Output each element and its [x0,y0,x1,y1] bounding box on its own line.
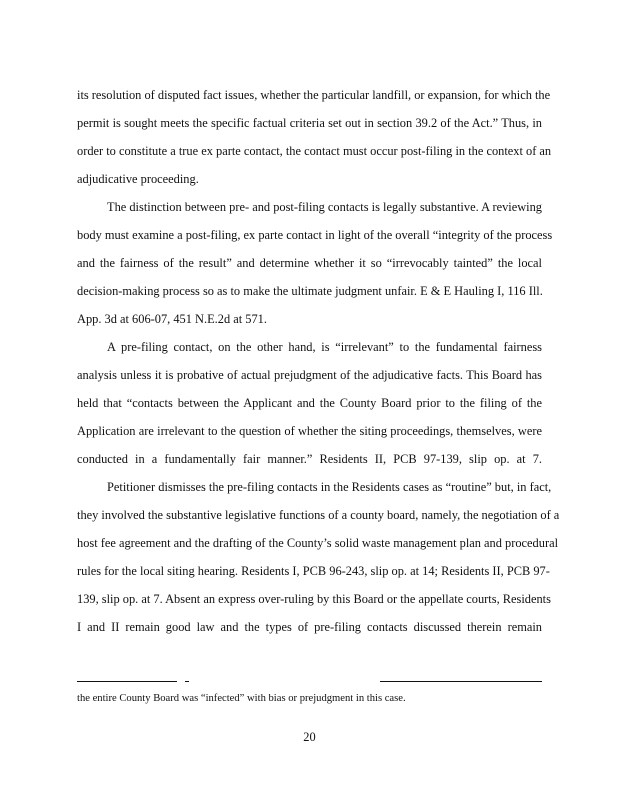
footnote-text: the entire County Board was “infected” with bias or prejudgment in this case. [77,693,406,704]
body-line-10: A pre-filing contact, on the other hand, is “irrelevant” to the fundamental fairness [107,340,542,354]
body-line-14: conducted in a fundamentally fair manner.” Residents II, PCB 97-139, slip op. at 7. [77,452,542,466]
page-number: 20 [303,730,316,744]
body-line-3: order to constitute a true ex parte contact, the contact must occur post-filing in the context of an [77,144,552,158]
body-line-6: body must examine a post-filing, ex parte contact in light of the overall “integrity of the process [77,228,553,242]
footnote-separator-mark [185,681,189,682]
body-line-12: held that “contacts between the Applicant and the County Board prior to the filing of the [77,396,542,410]
body-line-8: decision-making process so as to make the ultimate judgment unfair. E & E Hauling I, 116 Ill. [77,284,543,298]
body-line-15: Petitioner dismisses the pre-filing contacts in the Residents cases as “routine” but, in fact, [107,480,552,494]
body-line-20: I and II remain good law and the types of pre-filing contacts discussed therein remain [77,620,542,634]
footnote-separator-right [380,681,542,682]
body-line-4: adjudicative proceeding. [77,172,199,186]
body-line-9: App. 3d at 606-07, 451 N.E.2d at 571. [77,312,267,326]
body-line-11: analysis unless it is probative of actual prejudgment of the adjudicative facts. This Board has [77,368,542,382]
body-line-13: Application are irrelevant to the question of whether the siting proceedings, themselves, were [77,424,542,438]
footnote-separator-left [77,681,177,682]
body-line-7: and the fairness of the result” and determine whether it so “irrevocably tainted” the local [77,256,542,270]
body-line-16: they involved the substantive legislative functions of a county board, namely, the negotiation of a [77,508,560,522]
body-line-1: its resolution of disputed fact issues, whether the particular landfill, or expansion, for which the [77,88,551,102]
body-line-5: The distinction between pre- and post-filing contacts is legally substantive. A reviewing [107,200,542,214]
body-line-2: permit is sought meets the specific factual criteria set out in section 39.2 of the Act.” Thus, in [77,116,542,130]
body-line-17: host fee agreement and the drafting of the County’s solid waste management plan and procedural [77,536,559,550]
body-line-19: 139, slip op. at 7. Absent an express over-ruling by this Board or the appellate courts, Residents [77,592,551,606]
body-line-18: rules for the local siting hearing. Residents I, PCB 96-243, slip op. at 14; Residents II, PCB 97- [77,564,550,578]
